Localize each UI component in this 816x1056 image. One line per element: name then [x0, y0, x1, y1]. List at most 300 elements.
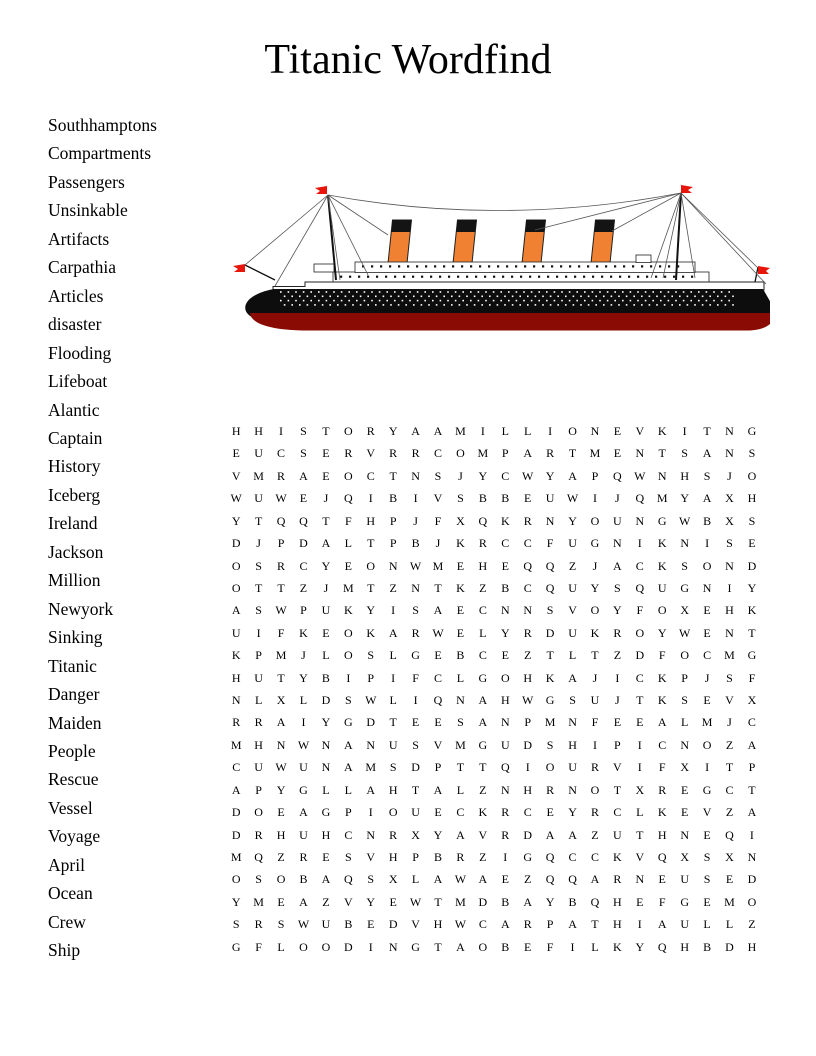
porthole-dot: [694, 296, 696, 298]
porthole-dot: [508, 291, 510, 293]
grid-letter: E: [434, 805, 442, 820]
porthole-dot: [546, 300, 548, 302]
porthole-dot: [569, 300, 571, 302]
porthole-dot: [390, 296, 392, 298]
porthole-dot: [656, 296, 658, 298]
grid-letter: Z: [299, 580, 308, 595]
grid-letter: T: [479, 760, 487, 775]
grid-letter: S: [457, 715, 464, 730]
porthole-dot: [337, 304, 339, 306]
grid-letter: D: [388, 917, 398, 932]
grid-letter: Q: [657, 939, 667, 954]
grid-letter: L: [277, 939, 285, 954]
porthole-dot: [607, 291, 609, 293]
porthole-dot: [405, 296, 407, 298]
grid-letter: C: [523, 805, 532, 820]
porthole-dot: [329, 296, 331, 298]
porthole-dot: [607, 300, 609, 302]
porthole-dot: [299, 304, 301, 306]
grid-letter: K: [747, 603, 757, 618]
grid-letter: X: [456, 513, 465, 528]
grid-letter: N: [725, 558, 734, 573]
porthole-dot: [493, 291, 495, 293]
grid-letter: T: [748, 782, 756, 797]
grid-letter: U: [568, 625, 577, 640]
grid-letter: N: [747, 850, 757, 865]
grid-letter: G: [321, 805, 331, 820]
word-list-item: Alantic: [48, 399, 100, 420]
grid-letter: A: [747, 805, 757, 820]
grid-letter: K: [343, 603, 353, 618]
porthole-dot: [478, 291, 480, 293]
grid-letter: V: [725, 693, 734, 708]
deck-window: [596, 265, 598, 267]
grid-letter: U: [321, 603, 331, 618]
porthole-dot: [626, 296, 628, 298]
grid-letter: C: [613, 805, 622, 820]
grid-letter: V: [366, 850, 376, 865]
grid-letter: V: [433, 491, 443, 506]
grid-letter: B: [501, 491, 510, 506]
grid-letter: Z: [524, 648, 532, 663]
grid-letter: I: [749, 827, 754, 842]
grid-letter: S: [726, 670, 733, 685]
porthole-dot: [508, 300, 510, 302]
grid-letter: N: [411, 580, 420, 595]
grid-letter: Q: [545, 872, 555, 887]
grid-letter: S: [703, 468, 711, 483]
funnel-cap: [456, 220, 476, 232]
grid-letter: O: [276, 872, 286, 887]
grid-letter: L: [725, 917, 734, 932]
grid-row: [225, 465, 763, 487]
grid-letter: W: [522, 468, 534, 483]
grid-letter: O: [680, 648, 689, 663]
grid-letter: V: [478, 827, 488, 842]
grid-letter: T: [254, 513, 263, 528]
grid-letter: K: [478, 805, 488, 820]
grid-letter: R: [546, 782, 555, 797]
grid-letter: K: [231, 648, 241, 663]
grid-letter: J: [727, 715, 732, 730]
grid-letter: H: [747, 491, 757, 506]
grid-letter: A: [478, 872, 488, 887]
grid-letter: S: [703, 872, 711, 887]
grid-letter: W: [297, 737, 310, 752]
grid-letter: L: [411, 872, 420, 887]
grid-letter: M: [455, 424, 466, 438]
porthole-dot: [288, 300, 290, 302]
grid-letter: I: [637, 760, 642, 775]
deck-window: [389, 265, 391, 267]
porthole-dot: [288, 291, 290, 293]
porthole-dot: [668, 291, 670, 293]
grid-letter: P: [367, 670, 375, 685]
grid-letter: S: [300, 446, 307, 461]
grid-row: [225, 734, 763, 756]
porthole-dot: [660, 291, 662, 293]
grid-letter: T: [367, 536, 375, 551]
porthole-dot: [664, 304, 666, 306]
grid-letter: C: [501, 468, 510, 483]
grid-letter: U: [254, 760, 263, 775]
grid-letter: U: [254, 491, 263, 506]
grid-letter: K: [613, 850, 622, 865]
porthole-dot: [333, 300, 335, 302]
grid-letter: U: [388, 737, 398, 752]
grid-letter: G: [411, 939, 420, 954]
porthole-dot: [622, 291, 624, 293]
deck-window: [385, 276, 387, 278]
grid-letter: S: [546, 603, 554, 618]
grid-letter: X: [411, 827, 420, 842]
grid-letter: X: [725, 850, 734, 865]
deck-window: [439, 276, 441, 278]
porthole-dot: [660, 300, 662, 302]
grid-row: [225, 801, 763, 823]
grid-letter: G: [747, 648, 757, 663]
porthole-dot: [626, 304, 628, 306]
grid-letter: H: [231, 670, 241, 685]
grid-letter: U: [568, 580, 577, 595]
grid-letter: E: [456, 603, 465, 618]
porthole-dot: [679, 296, 681, 298]
porthole-dot: [326, 291, 328, 293]
grid-letter: H: [680, 468, 689, 483]
word-list: [48, 111, 157, 965]
grid-letter: E: [277, 894, 285, 909]
grid-letter: U: [321, 917, 331, 932]
grid-letter: A: [276, 715, 286, 730]
porthole-dot: [356, 291, 358, 293]
grid-letter: K: [657, 693, 667, 708]
grid-letter: F: [546, 939, 554, 954]
deck-window: [421, 276, 423, 278]
deck-window: [403, 276, 405, 278]
grid-letter: T: [367, 580, 375, 595]
grid-letter: O: [231, 580, 241, 595]
porthole-dot: [466, 304, 468, 306]
grid-letter: P: [614, 737, 621, 752]
grid-letter: S: [389, 760, 397, 775]
porthole-dot: [390, 304, 392, 306]
porthole-dot: [443, 296, 445, 298]
porthole-dot: [500, 300, 502, 302]
porthole-dot: [394, 300, 396, 302]
grid-letter: R: [277, 468, 286, 483]
porthole-dot: [413, 296, 415, 298]
deck-window: [556, 276, 558, 278]
porthole-dot: [728, 291, 730, 293]
grid-letter: H: [500, 693, 510, 708]
grid-letter: A: [456, 827, 465, 842]
grid-letter: O: [657, 603, 667, 618]
grid-letter: X: [725, 491, 734, 506]
grid-letter: S: [367, 648, 375, 663]
porthole-dot: [367, 296, 369, 298]
porthole-dot: [318, 291, 320, 293]
porthole-dot: [561, 300, 563, 302]
grid-letter: V: [635, 424, 645, 438]
grid-letter: P: [277, 536, 285, 551]
grid-letter: Y: [366, 603, 376, 618]
deck-window: [434, 265, 436, 267]
grid-letter: N: [321, 760, 331, 775]
grid-letter: O: [343, 648, 353, 663]
grid-letter: N: [725, 625, 734, 640]
deck-window: [583, 276, 585, 278]
grid-letter: M: [365, 760, 377, 775]
grid-letter: E: [546, 805, 554, 820]
grid-letter: X: [680, 603, 689, 618]
grid-letter: S: [412, 603, 419, 618]
grid-letter: W: [678, 625, 691, 640]
grid-letter: T: [636, 827, 644, 842]
porthole-dot: [595, 296, 597, 298]
grid-letter: O: [343, 468, 353, 483]
porthole-dot: [345, 304, 347, 306]
grid-letter: Q: [635, 491, 645, 506]
grid-letter: Q: [568, 872, 577, 887]
grid-letter: B: [501, 580, 510, 595]
grid-letter: P: [501, 446, 509, 461]
porthole-dot: [386, 300, 388, 302]
deck-window: [673, 276, 675, 278]
grid-letter: C: [747, 715, 756, 730]
grid-letter: W: [454, 872, 467, 887]
grid-letter: D: [231, 827, 241, 842]
grid-letter: K: [657, 424, 667, 438]
grid-letter: D: [478, 894, 488, 909]
deck-window: [443, 265, 445, 267]
grid-row: [225, 824, 763, 846]
porthole-dot: [497, 304, 499, 306]
grid-letter: G: [478, 737, 488, 752]
grid-letter: R: [613, 872, 622, 887]
grid-letter: A: [321, 536, 331, 551]
grid-letter: S: [681, 693, 688, 708]
porthole-dot: [424, 300, 426, 302]
porthole-dot: [341, 300, 343, 302]
grid-letter: O: [747, 894, 757, 909]
deck-window: [457, 276, 459, 278]
grid-letter: H: [613, 894, 622, 909]
grid-letter: R: [613, 625, 622, 640]
deck-window: [394, 276, 396, 278]
grid-letter: I: [368, 491, 373, 506]
grid-letter: W: [275, 491, 287, 506]
deck-window: [484, 276, 486, 278]
deck-window: [668, 265, 670, 267]
porthole-dot: [326, 300, 328, 302]
grid-letter: M: [477, 446, 489, 461]
grid-letter: R: [523, 625, 532, 640]
porthole-dot: [535, 304, 537, 306]
grid-letter: Z: [524, 872, 532, 887]
deck-window: [551, 265, 553, 267]
porthole-dot: [599, 300, 601, 302]
grid-letter: N: [388, 558, 398, 573]
porthole-dot: [717, 296, 719, 298]
grid-row: [225, 555, 763, 577]
grid-letter: R: [523, 917, 532, 932]
grid-letter: X: [747, 693, 757, 708]
grid-letter: A: [590, 872, 600, 887]
porthole-dot: [679, 304, 681, 306]
grid-letter: H: [388, 850, 398, 865]
grid-letter: U: [657, 580, 667, 595]
grid-letter: I: [705, 536, 710, 551]
deck-structure: [314, 264, 334, 272]
grid-letter: M: [455, 894, 466, 909]
grid-letter: H: [321, 827, 331, 842]
grid-letter: P: [546, 917, 554, 932]
grid-letter: I: [256, 625, 261, 640]
grid-letter: C: [456, 805, 465, 820]
grid-letter: C: [568, 850, 577, 865]
porthole-dot: [580, 296, 582, 298]
grid-letter: J: [615, 491, 620, 506]
deck-window: [659, 265, 661, 267]
porthole-dot: [732, 296, 734, 298]
porthole-dot: [375, 296, 377, 298]
grid-letter: Y: [276, 782, 286, 797]
grid-letter: N: [702, 580, 712, 595]
deck-window: [601, 276, 603, 278]
word-list-item: Vessel: [48, 797, 93, 818]
grid-letter: Q: [343, 872, 353, 887]
grid-letter: M: [432, 558, 444, 573]
grid-letter: C: [590, 850, 599, 865]
grid-letter: I: [346, 670, 351, 685]
grid-letter: X: [680, 850, 689, 865]
grid-letter: E: [680, 805, 689, 820]
grid-letter: Q: [299, 513, 308, 528]
deck-window: [466, 276, 468, 278]
porthole-dot: [310, 291, 312, 293]
grid-letter: I: [368, 805, 373, 820]
grid-row: [225, 779, 763, 801]
grid-letter: E: [613, 424, 622, 438]
grid-letter: Z: [613, 648, 622, 663]
grid-letter: C: [635, 670, 644, 685]
porthole-dot: [367, 304, 369, 306]
porthole-dot: [554, 300, 556, 302]
word-list-item: Jackson: [48, 541, 104, 562]
word-list-item: Captain: [48, 427, 103, 448]
grid-letter: G: [590, 536, 600, 551]
grid-letter: P: [434, 760, 442, 775]
porthole-dot: [546, 291, 548, 293]
grid-letter: L: [568, 648, 577, 663]
grid-letter: Q: [433, 693, 443, 708]
porthole-dot: [535, 296, 537, 298]
grid-letter: C: [478, 603, 487, 618]
grid-letter: B: [299, 872, 308, 887]
porthole-dot: [527, 296, 529, 298]
page-title: Titanic Wordfind: [264, 37, 552, 83]
deck-window: [547, 276, 549, 278]
porthole-dot: [675, 291, 677, 293]
grid-letter: I: [301, 715, 306, 730]
grid-letter: N: [366, 827, 376, 842]
grid-letter: U: [590, 693, 600, 708]
deck-window: [605, 265, 607, 267]
grid-letter: T: [389, 468, 397, 483]
grid-letter: Z: [591, 827, 599, 842]
porthole-dot: [637, 300, 639, 302]
grid-letter: G: [478, 670, 488, 685]
word-list-item: Southhamptons: [48, 115, 157, 135]
word-list-item: Iceberg: [48, 484, 101, 505]
porthole-dot: [725, 296, 727, 298]
grid-letter: T: [434, 580, 442, 595]
porthole-dot: [352, 304, 354, 306]
grid-letter: O: [635, 625, 645, 640]
deck-window: [488, 265, 490, 267]
porthole-dot: [652, 291, 654, 293]
grid-letter: T: [277, 670, 285, 685]
porthole-dot: [671, 296, 673, 298]
grid-letter: E: [524, 939, 532, 954]
porthole-dot: [588, 296, 590, 298]
porthole-dot: [447, 291, 449, 293]
porthole-dot: [595, 304, 597, 306]
grid-letter: N: [231, 693, 241, 708]
grid-letter: P: [255, 648, 262, 663]
deck-window: [632, 265, 634, 267]
grid-letter: S: [748, 446, 756, 461]
grid-letter: A: [702, 446, 712, 461]
grid-letter: N: [523, 603, 533, 618]
grid-letter: Q: [545, 850, 555, 865]
grid-letter: B: [568, 894, 577, 909]
grid-letter: T: [254, 580, 263, 595]
grid-letter: E: [367, 917, 375, 932]
porthole-dot: [303, 300, 305, 302]
grid-letter: E: [501, 872, 509, 887]
grid-letter: V: [343, 894, 353, 909]
grid-letter: I: [548, 424, 553, 438]
porthole-dot: [432, 300, 434, 302]
grid-letter: P: [681, 670, 688, 685]
porthole-dot: [702, 304, 704, 306]
grid-letter: T: [725, 760, 734, 775]
deck-window: [416, 265, 418, 267]
porthole-dot: [360, 296, 362, 298]
porthole-dot: [645, 291, 647, 293]
grid-letter: E: [322, 468, 330, 483]
deck-window: [358, 276, 360, 278]
porthole-dot: [314, 296, 316, 298]
porthole-dot: [405, 304, 407, 306]
grid-row: [225, 487, 763, 509]
grid-letter: E: [322, 446, 330, 461]
grid-letter: G: [545, 693, 555, 708]
grid-letter: L: [322, 782, 330, 797]
grid-letter: D: [366, 715, 376, 730]
porthole-dot: [706, 291, 708, 293]
grid-letter: Y: [500, 625, 510, 640]
porthole-dot: [645, 300, 647, 302]
porthole-dot: [470, 300, 472, 302]
grid-letter: H: [366, 513, 376, 528]
porthole-dot: [436, 296, 438, 298]
grid-letter: F: [344, 513, 352, 528]
porthole-dot: [409, 291, 411, 293]
grid-letter: E: [389, 894, 397, 909]
grid-letter: U: [568, 536, 577, 551]
